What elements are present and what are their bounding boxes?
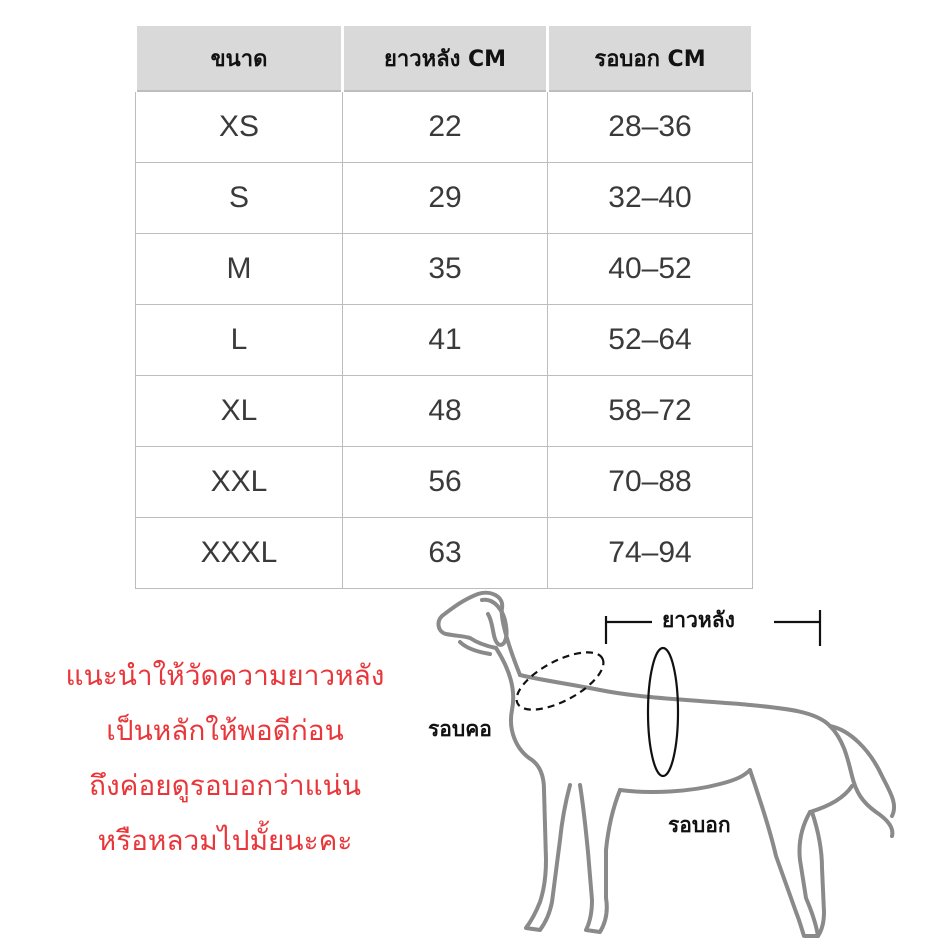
cell-size: M — [136, 234, 343, 305]
cell-size: S — [136, 163, 343, 234]
neck-label: รอบคอ — [428, 717, 492, 741]
back-length-label: ยาวหลัง — [658, 604, 739, 637]
cell-size: XL — [136, 376, 343, 447]
cell-chest: 74–94 — [548, 518, 753, 589]
cell-back: 48 — [343, 376, 548, 447]
table-row — [136, 518, 753, 589]
table-row — [136, 234, 753, 305]
chest-measure-loop — [648, 648, 678, 776]
cell-chest: 58–72 — [548, 376, 753, 447]
cell-back: 56 — [343, 447, 548, 518]
cell-chest: 32–40 — [548, 163, 753, 234]
cell-chest: 40–52 — [548, 234, 753, 305]
cell-size: XXXL — [136, 518, 343, 589]
cell-back: 41 — [343, 305, 548, 376]
advice-line: แนะนำให้วัดความยาวหลัง — [65, 659, 385, 692]
cell-size: XS — [136, 91, 343, 163]
table-row — [136, 447, 753, 518]
table-row — [136, 376, 753, 447]
header-size: ขนาด — [136, 21, 343, 91]
advice-line: ถึงค่อยดูรอบอกว่าแน่น — [89, 769, 361, 802]
measuring-advice — [30, 648, 420, 868]
cell-chest: 52–64 — [548, 305, 753, 376]
table-row — [136, 163, 753, 234]
header-chest: รอบอก CM — [548, 21, 753, 91]
table-header-row — [136, 21, 753, 91]
cell-chest: 70–88 — [548, 447, 753, 518]
cell-back: 35 — [343, 234, 548, 305]
cell-size: XXL — [136, 447, 343, 518]
advice-line: เป็นหลักให้พอดีก่อน — [106, 714, 344, 747]
table-row — [136, 91, 753, 163]
cell-size: L — [136, 305, 343, 376]
table-row — [136, 305, 753, 376]
cell-back: 22 — [343, 91, 548, 163]
size-chart-table — [134, 16, 754, 589]
header-back-length: ยาวหลัง CM — [343, 21, 548, 91]
cell-back: 29 — [343, 163, 548, 234]
chest-label: รอบอก — [668, 813, 731, 837]
cell-chest: 28–36 — [548, 91, 753, 163]
cell-back: 63 — [343, 518, 548, 589]
advice-line: หรือหลวมไปมั้ยนะคะ — [97, 824, 353, 857]
dog-outline — [439, 593, 895, 936]
